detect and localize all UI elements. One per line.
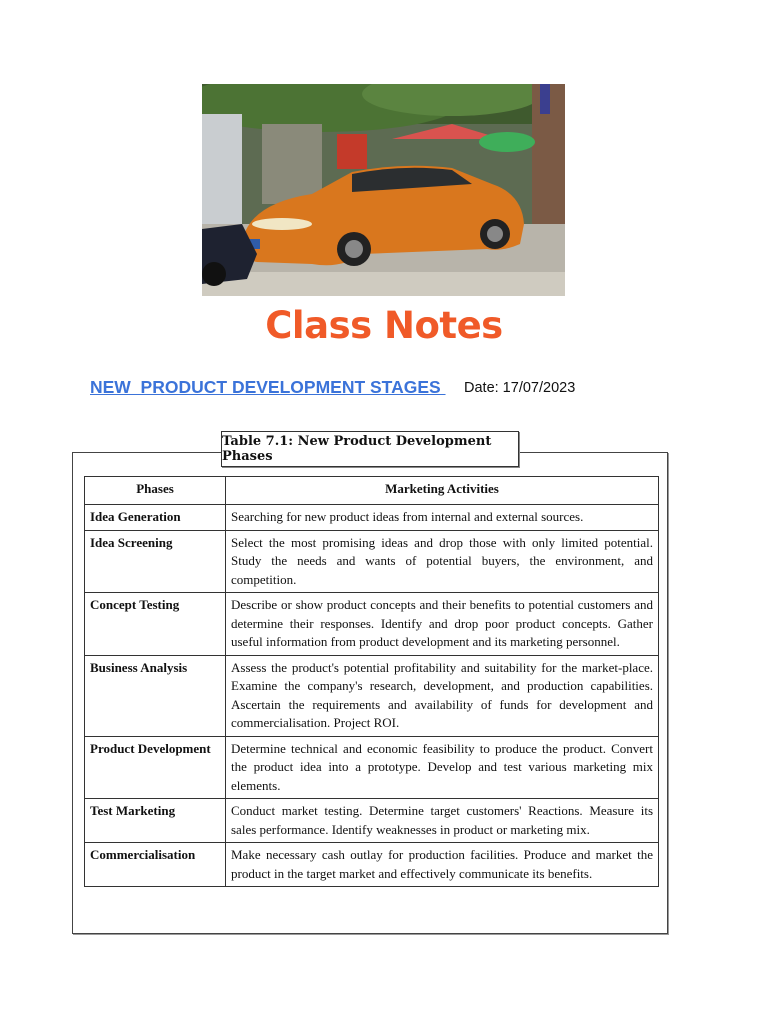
page-title: Class Notes [265, 304, 503, 347]
table-row [85, 530, 659, 593]
phase-cell: Product Development [85, 736, 226, 799]
table-row [85, 843, 659, 887]
table-row [85, 655, 659, 736]
activities-cell: Make necessary cash outlay for production facilities. Produce and market the product in the target market and effectively communicate its benefits. [226, 843, 659, 887]
table-row [85, 799, 659, 843]
table-row [85, 736, 659, 799]
activities-cell: Conduct market testing. Determine target customers' Reactions. Measure its sales performance. Identify weaknesses in product or marketing mix. [226, 799, 659, 843]
table-row [85, 593, 659, 656]
activities-cell: Select the most promising ideas and drop those with only limited potential. Study the needs and wants of potential buyers, the environment, and competition. [226, 530, 659, 593]
phase-cell: Test Marketing [85, 799, 226, 843]
phase-cell: Commercialisation [85, 843, 226, 887]
table-header-row [85, 477, 659, 505]
activities-cell: Assess the product's potential profitability and suitability for the market-place. Examine the company's research, development, and production capabilities. Ascertain the requirements and availability of funds for development and commercialisation. Project ROI. [226, 655, 659, 736]
date-label: Date: 17/07/2023 [464, 380, 576, 396]
table-row [85, 505, 659, 531]
phases-table [84, 476, 659, 887]
phase-cell: Business Analysis [85, 655, 226, 736]
table-caption: Table 7.1: New Product Development Phases [221, 431, 519, 467]
heading-row [90, 377, 710, 401]
activities-cell: Describe or show product concepts and their benefits to potential customers and determine their responses. Identify and drop poor product concepts. Gather useful information from product development and its marketing personnel. [226, 593, 659, 656]
header-car-photo [202, 84, 565, 296]
phase-cell: Idea Screening [85, 530, 226, 593]
column-header-phases: Phases [85, 477, 226, 505]
column-header-marketing-activities: Marketing Activities [226, 477, 659, 505]
phase-cell: Idea Generation [85, 505, 226, 531]
activities-cell: Determine technical and economic feasibility to produce the product. Convert the product idea into a prototype. Develop and test various marketing mix elements. [226, 736, 659, 799]
section-heading-link[interactable]: NEW PRODUCT DEVELOPMENT STAGES [90, 377, 446, 397]
phase-cell: Concept Testing [85, 593, 226, 656]
activities-cell: Searching for new product ideas from internal and external sources. [226, 505, 659, 531]
